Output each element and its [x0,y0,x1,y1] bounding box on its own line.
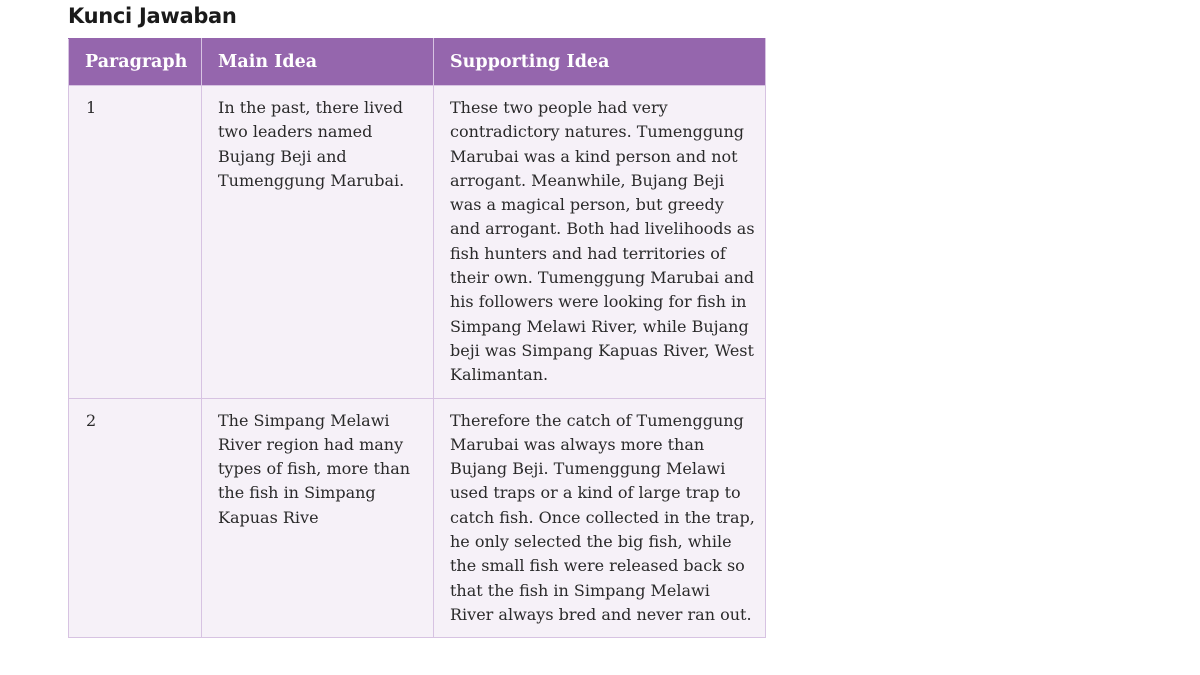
paragraph-number-cell: 1 [69,86,202,399]
header-paragraph: Paragraph [69,39,202,86]
header-main-idea: Main Idea [202,39,434,86]
answer-key-table [68,38,766,638]
page-heading: Kunci Jawaban [68,4,237,28]
supporting-idea-cell: Therefore the catch of Tumenggung Marubai was always more than Bujang Beji. Tumenggung Melawi used traps or a kind of large trap to catch fish. Once collected in the trap, he only selected the big fish, while the small fish were released back so that the fish in Simpang Melawi River always bred and never ran out. [434,398,766,638]
header-row [69,39,766,86]
main-idea-cell: In the past, there lived two leaders named Bujang Beji and Tumenggung Marubai. [202,86,434,399]
header-supporting-idea: Supporting Idea [434,39,766,86]
table-body [69,86,766,638]
main-idea-cell: The Simpang Melawi River region had many types of fish, more than the fish in Simpang Kapuas Rive [202,398,434,638]
supporting-idea-cell: These two people had very contradictory natures. Tumenggung Marubai was a kind person and not arrogant. Meanwhile, Bujang Beji was a magical person, but greedy and arrogant. Both had livelihoods as fish hunters and had territories of their own. Tumenggung Marubai and his followers were looking for fish in Simpang Melawi River, while Bujang beji was Simpang Kapuas River, West Kalimantan. [434,86,766,399]
table-row [69,398,766,638]
table-row [69,86,766,399]
paragraph-number-cell: 2 [69,398,202,638]
table-header [69,39,766,86]
